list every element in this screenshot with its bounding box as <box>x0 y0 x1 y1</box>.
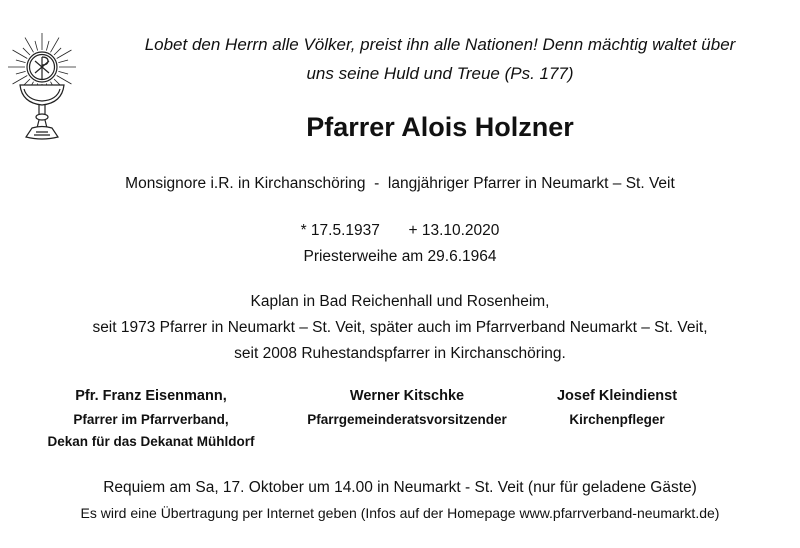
ray <box>35 41 38 51</box>
death-date: + 13.10.2020 <box>408 222 500 239</box>
requiem-notice: Requiem am Sa, 17. Oktober um 14.00 in Neumarkt - St. Veit (nur für geladene Gäste) <box>103 479 697 496</box>
ray <box>25 38 34 53</box>
career-line: Kaplan in Bad Reichenhall und Rosenheim, <box>250 293 550 310</box>
ray <box>46 41 49 51</box>
ray <box>58 60 68 63</box>
psalm-quote <box>100 30 780 88</box>
ray <box>57 76 72 85</box>
career-summary <box>20 289 780 367</box>
career-line: seit 1973 Pfarrer in Neumarkt – St. Veit, später auch im Pfarrverband Neumarkt – St. Veit, <box>92 319 708 336</box>
signatory-role: Pfarrer im Pfarrverband, <box>73 412 229 427</box>
ray <box>51 38 60 53</box>
birth-date: * 17.5.1937 <box>300 222 380 239</box>
signatory-kleindienst <box>532 383 702 431</box>
life-dates <box>180 218 620 270</box>
ray <box>16 60 26 63</box>
career-line: seit 2008 Ruhestandspfarrer in Kirchanschöring. <box>234 345 566 362</box>
subtitle: Monsignore i.R. in Kirchanschöring - langjähriger Pfarrer in Neumarkt – St. Veit <box>125 175 675 192</box>
ordination-date: Priesterweihe am 29.6.1964 <box>303 248 497 265</box>
ray <box>58 71 68 74</box>
quote-line: Lobet den Herrn alle Völker, preist ihn alle Nationen! Denn mächtig waltet über <box>144 35 736 54</box>
ray <box>57 50 72 59</box>
birth-death-line <box>180 218 620 244</box>
signatory-role: Dekan für das Dekanat Mühldorf <box>47 434 255 449</box>
signatory-kitschke <box>282 383 532 431</box>
ray <box>13 76 28 85</box>
signatory-eisenmann <box>20 383 282 453</box>
chalice-host-icon <box>2 33 82 143</box>
ray <box>23 48 30 55</box>
ray <box>13 50 28 59</box>
signatory-name: Werner Kitschke <box>349 388 465 404</box>
ray <box>16 71 26 74</box>
signatory-name: Pfr. Franz Eisenmann, <box>75 388 227 404</box>
broadcast-notice: Es wird eine Übertragung per Internet geben (Infos auf der Homepage www.pfarrverband-neumarkt.de) <box>80 505 720 521</box>
page-title: Pfarrer Alois Holzner <box>306 112 574 142</box>
signatory-role: Pfarrgemeinderatsvorsitzender <box>307 412 507 427</box>
ray <box>54 48 61 55</box>
signatory-name: Josef Kleindienst <box>556 388 678 404</box>
signatory-role: Kirchenpfleger <box>569 412 665 427</box>
quote-line: uns seine Huld und Treue (Ps. 177) <box>306 64 574 83</box>
